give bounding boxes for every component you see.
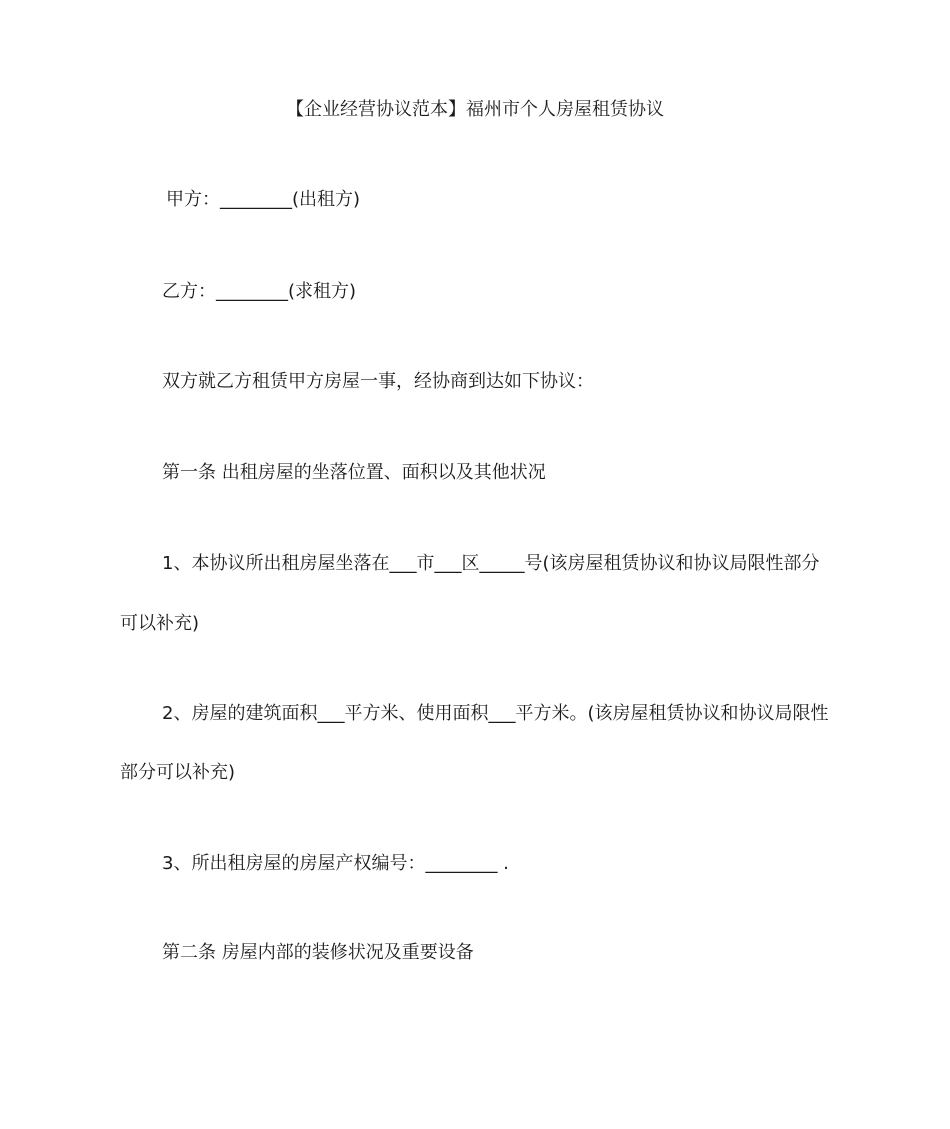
clause-1-3: 3、所出租房屋的房屋产权编号：________ . xyxy=(162,853,509,874)
document-title: 【企业经营协议范本】福州市个人房屋租赁协议 xyxy=(286,99,664,120)
clause-1-1-line-1: 1、本协议所出租房屋坐落在___市___区_____号(该房屋租赁协议和协议局限性部分 xyxy=(162,553,820,574)
party-a-line: 甲方：________(出租方) xyxy=(166,189,361,210)
article-1-heading: 第一条 出租房屋的坐落位置、面积以及其他状况 xyxy=(162,462,546,483)
party-b-line: 乙方：________(求租方) xyxy=(162,281,357,302)
clause-1-2-line-2: 部分可以补充) xyxy=(120,762,236,783)
clause-1-1-line-2: 可以补充) xyxy=(120,613,200,634)
clause-1-2-line-1: 2、房屋的建筑面积___平方米、使用面积___平方米。(该房屋租赁协议和协议局限性 xyxy=(162,703,829,724)
agreement-intro: 双方就乙方租赁甲方房屋一事，经协商到达如下协议： xyxy=(162,371,594,392)
article-2-heading: 第二条 房屋内部的装修状况及重要设备 xyxy=(162,942,474,963)
